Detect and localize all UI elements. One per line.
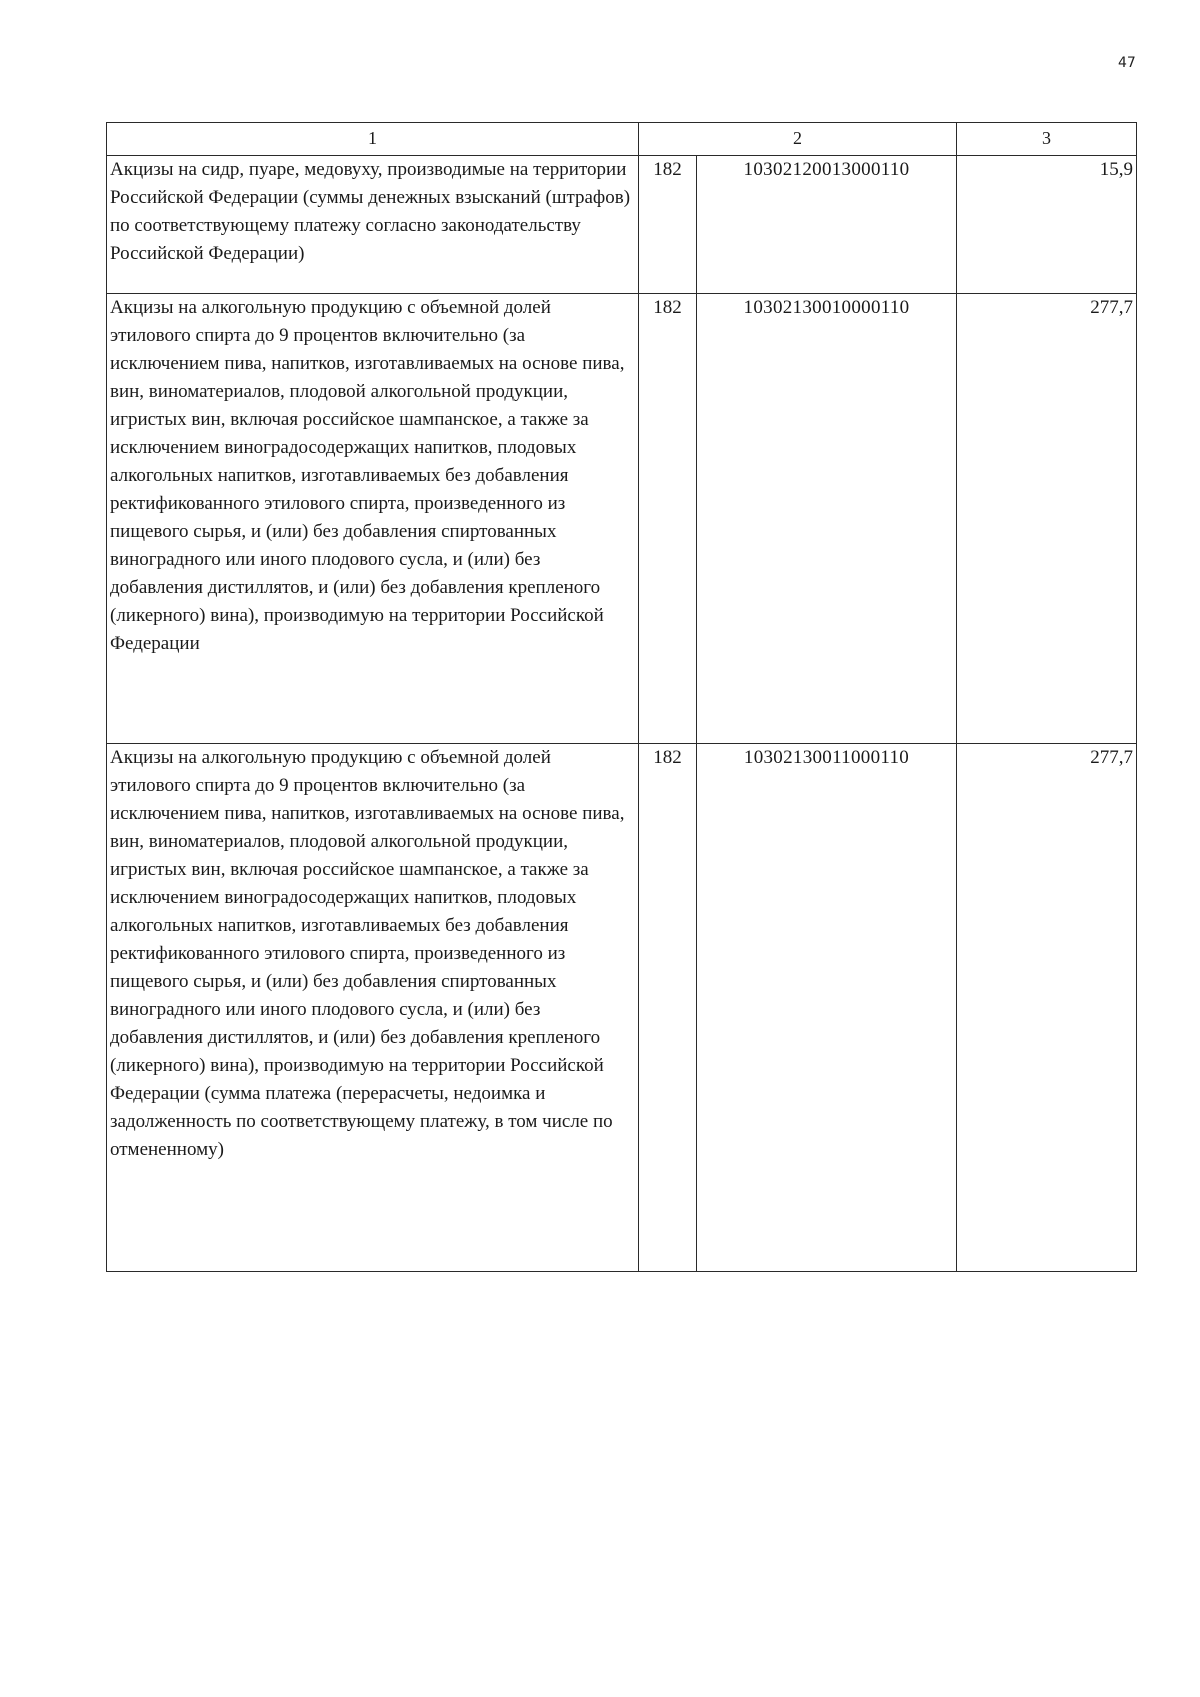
table-row [107,744,1137,1272]
header-col-3: 3 [957,123,1137,156]
page-number: 47 [1118,55,1136,71]
administrator-code: 182 [639,156,697,294]
administrator-code: 182 [639,744,697,1272]
revenue-amount: 277,7 [957,294,1137,744]
budget-classification-code: 10302130011000110 [697,744,957,1272]
table-header-row [107,123,1137,156]
header-col-1: 1 [107,123,639,156]
budget-classification-code: 10302130010000110 [697,294,957,744]
revenue-amount: 277,7 [957,744,1137,1272]
table-row [107,156,1137,294]
revenue-description: Акцизы на алкогольную продукцию с объемной долей этилового спирта до 9 процентов включительно (за исключением пива, напитков, изготавливаемых на основе пива, вин, виноматериалов, плодовой алкогольной продукции, игристых вин, включая российское шампанское, а также за исключением виноградосодержащих напитков, плодовых алкогольных напитков, изготавливаемых без добавления ректификованного этилового спирта, произведенного из пищевого сырья, и (или) без добавления спиртованных виноградного или иного плодового сусла, и (или) без добавления дистиллятов, и (или) без добавления крепленого (ликерного) вина), производимую на территории Российской Федерации (сумма платежа (перерасчеты, недоимка и задолженность по соответствующему платежу, в том числе по отмененному) [107,744,639,1272]
budget-revenue-table [106,122,1137,1272]
budget-classification-code: 10302120013000110 [697,156,957,294]
administrator-code: 182 [639,294,697,744]
table-row [107,294,1137,744]
revenue-description: Акцизы на алкогольную продукцию с объемной долей этилового спирта до 9 процентов включительно (за исключением пива, напитков, изготавливаемых на основе пива, вин, виноматериалов, плодовой алкогольной продукции, игристых вин, включая российское шампанское, а также за исключением виноградосодержащих напитков, плодовых алкогольных напитков, изготавливаемых без добавления ректификованного этилового спирта, произведенного из пищевого сырья, и (или) без добавления спиртованных виноградного или иного плодового сусла, и (или) без добавления дистиллятов, и (или) без добавления крепленого (ликерного) вина), производимую на территории Российской Федерации [107,294,639,744]
revenue-description: Акцизы на сидр, пуаре, медовуху, производимые на территории Российской Федерации (суммы денежных взысканий (штрафов) по соответствующему платежу согласно законодательству Российской Федерации) [107,156,639,294]
revenue-amount: 15,9 [957,156,1137,294]
header-col-2: 2 [639,123,957,156]
